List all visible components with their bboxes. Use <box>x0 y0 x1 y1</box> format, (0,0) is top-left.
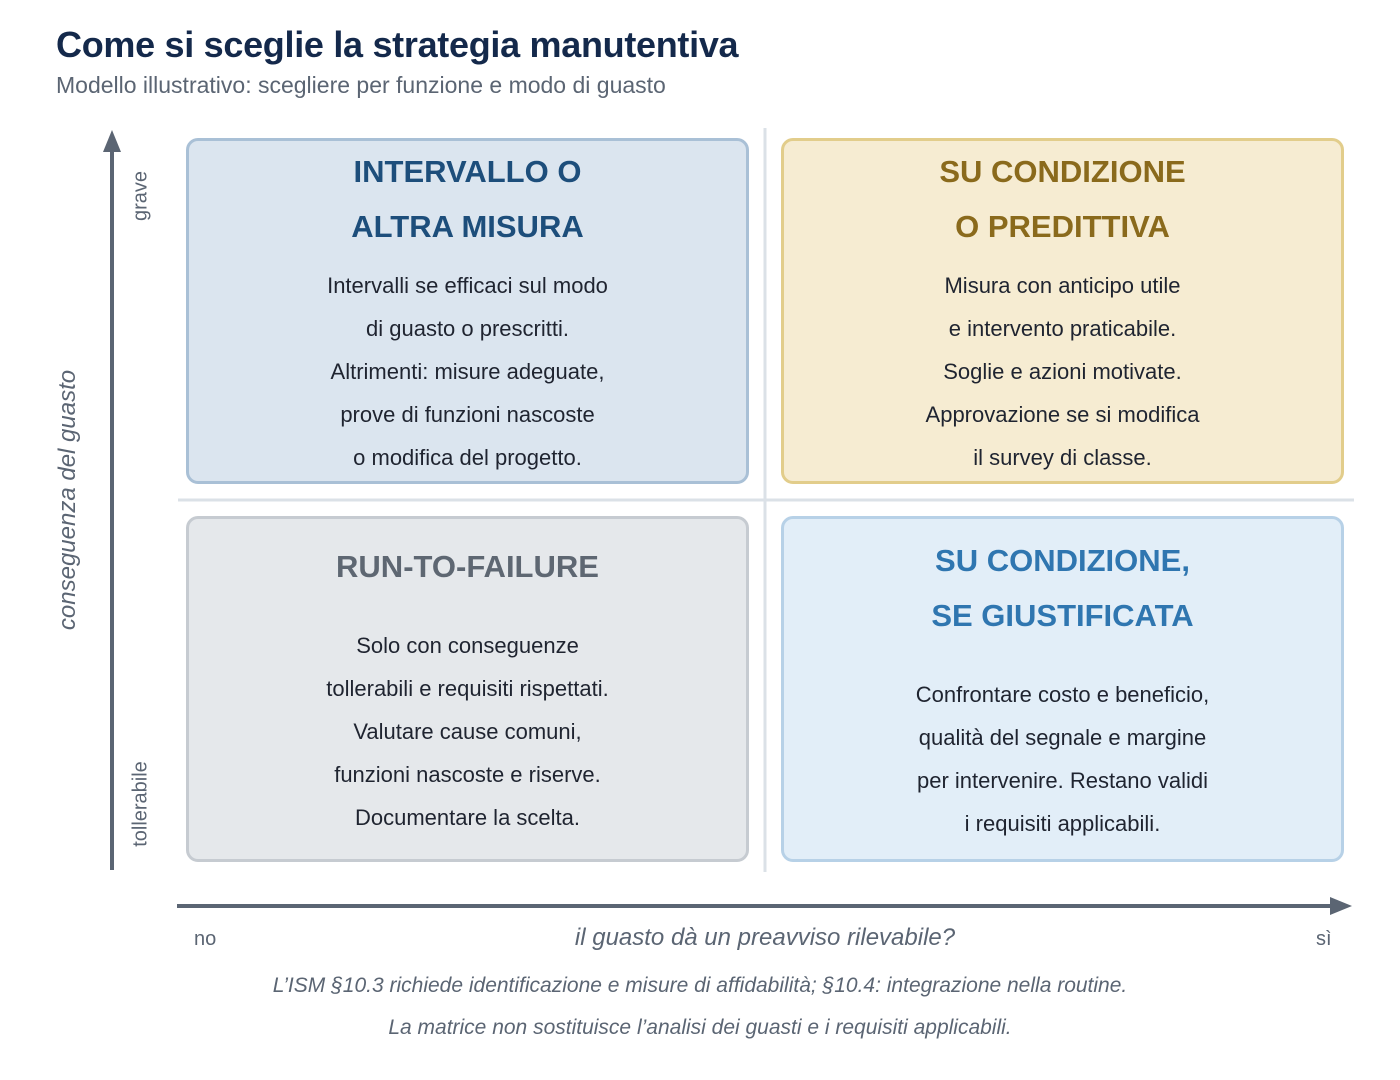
quadrant-top-left <box>186 138 749 484</box>
quadrant-title-line: SE GIUSTIFICATA <box>931 598 1194 633</box>
quadrant-text-line: il survey di classe. <box>973 444 1152 470</box>
x-axis-label: il guasto dà un preavviso rilevabile? <box>574 924 956 951</box>
page-title: Come si sceglie la strategia manutentiva <box>56 24 739 65</box>
quadrant-description <box>327 264 608 479</box>
quadrant-description <box>926 264 1200 479</box>
quadrant-title-line: INTERVALLO O <box>353 153 582 189</box>
quadrant-text-line: Soglie e azioni motivate. <box>943 358 1182 384</box>
y-axis-high-label: grave <box>129 170 152 222</box>
quadrant-text-line: Valutare cause comuni, <box>353 719 582 744</box>
quadrant-text-line: Intervalli se efficaci sul modo <box>327 272 608 298</box>
quadrant-title <box>351 144 583 254</box>
y-axis-label: conseguenza del guasto <box>54 369 81 631</box>
quadrant-title <box>939 144 1185 254</box>
quadrant-bottom-left <box>186 516 749 862</box>
x-axis-high-label: sì <box>1316 928 1332 950</box>
quadrant-text-line: qualità del segnale e margine <box>918 725 1207 750</box>
footnote: L’ISM §10.3 richiede identificazione e misure di affidabilità; §10.4: integrazione nella routine. <box>272 974 1128 997</box>
quadrant-text-line: funzioni nascoste e riserve. <box>334 762 601 787</box>
quadrant-title-line: SU CONDIZIONE <box>939 153 1186 189</box>
quadrant-text-line: Approvazione se si modifica <box>925 401 1200 427</box>
quadrant-text-line: Documentare la scelta. <box>355 805 580 830</box>
quadrant-description <box>326 624 608 839</box>
y-axis-arrow-icon <box>103 130 121 152</box>
footnote: La matrice non sostituisce l’analisi dei guasti e i requisiti applicabili. <box>388 1016 1012 1039</box>
quadrant-description <box>916 673 1210 845</box>
quadrant-text-line: e intervento praticabile. <box>948 315 1177 341</box>
quadrant-title <box>336 539 599 594</box>
quadrant-title-line: ALTRA MISURA <box>351 208 584 244</box>
y-axis-low-label: tollerabile <box>129 761 152 847</box>
quadrant-title-line: O PREDITTIVA <box>955 208 1170 244</box>
page-subtitle: Modello illustrativo: scegliere per funzione e modo di guasto <box>56 72 666 98</box>
x-axis-arrow-icon <box>1330 897 1352 915</box>
quadrant-top-right <box>781 138 1344 484</box>
x-axis-low-label: no <box>194 928 217 950</box>
quadrant-text-line: di guasto o prescritti. <box>366 315 569 341</box>
quadrant-text-line: o modifica del progetto. <box>353 444 582 470</box>
quadrant-title-line: RUN-TO-FAILURE <box>336 549 599 584</box>
quadrant-title-line: SU CONDIZIONE, <box>935 543 1190 578</box>
quadrant-text-line: Solo con conseguenze <box>356 633 579 658</box>
quadrant-bottom-right <box>781 516 1344 862</box>
quadrant-text-line: per intervenire. Restano validi <box>916 768 1209 793</box>
quadrant-text-line: tollerabili e requisiti rispettati. <box>326 676 609 701</box>
quadrant-text-line: Misura con anticipo utile <box>944 272 1181 298</box>
quadrant-text-line: i requisiti applicabili. <box>964 811 1161 836</box>
quadrant-title <box>931 533 1193 643</box>
quadrant-text-line: Altrimenti: misure adeguate, <box>330 358 605 384</box>
quadrant-text-line: prove di funzioni nascoste <box>340 401 595 427</box>
quadrant-text-line: Confrontare costo e beneficio, <box>915 682 1210 707</box>
